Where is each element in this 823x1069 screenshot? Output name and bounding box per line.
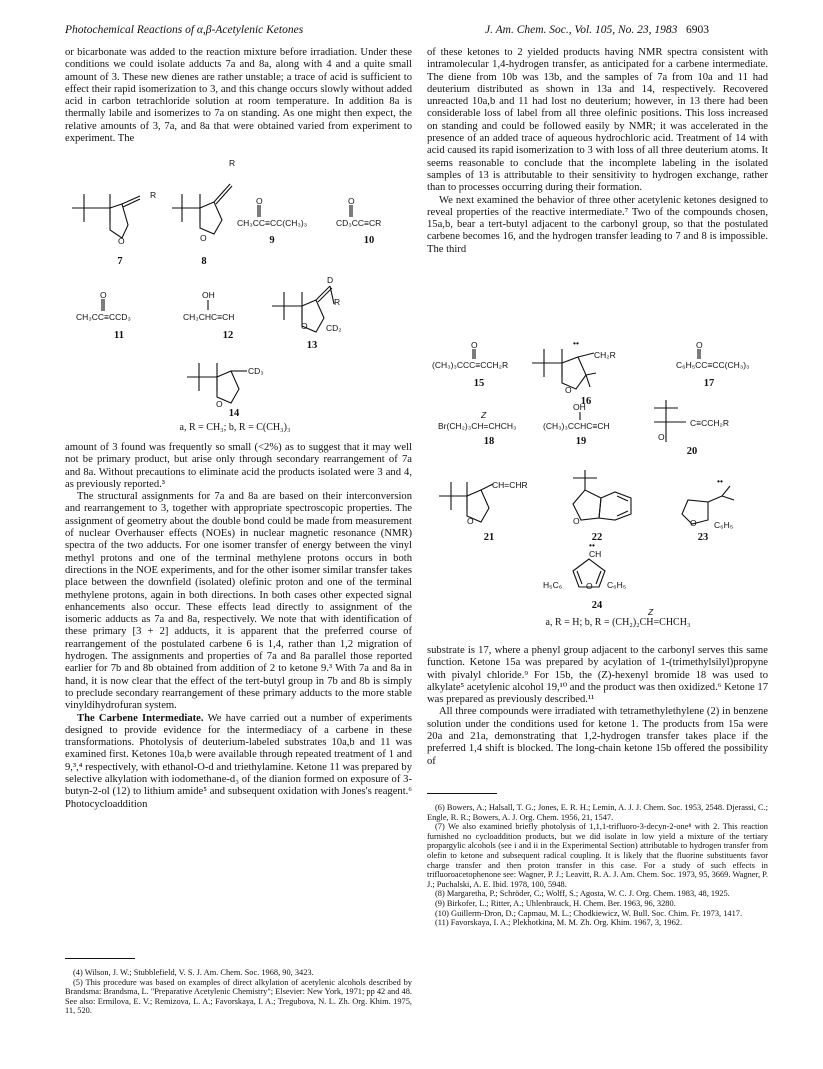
formula-18: Br(CH₂)₃CH=CHCH₃: [438, 421, 517, 431]
ring-oxygen: O: [467, 516, 474, 526]
ring-oxygen: O: [118, 236, 125, 246]
ring-oxygen: O: [586, 581, 593, 591]
journal-citation: J. Am. Chem. Soc., Vol. 105, No. 23, 1983: [485, 24, 678, 36]
phenyl-group: C₆H₅: [607, 580, 627, 590]
left-footnotes: [65, 968, 412, 1016]
formula-10: CD₃CC≡CR: [336, 218, 382, 228]
carbene-dots: ••: [573, 338, 579, 348]
phenyl-group: C₆H₅: [714, 520, 734, 530]
compound-label-23: 23: [697, 532, 709, 543]
carbonyl-oxygen: O: [100, 290, 107, 300]
formula-17: C₆H₅CC≡CC(CH₃)₃: [676, 360, 750, 370]
carbonyl-bond: [101, 299, 105, 311]
compound-label-16: 16: [580, 396, 592, 407]
compound-label-21: 21: [483, 532, 495, 543]
body-text: of these ketones to 2 yielded products having NMR spectra consistent with intramolecular 1,4-hydrogen transfer, as anticipated for a carbene intermediate. The diene from 10b was 13b, and the samples of 7a from 10a and 11 had deuterium distributed as shown in 13a and 14, respectively. Recovered unreacted 10a,b and 11 had lost no deuterium; however, in 13 there had been considerable loss of label from all three olefinic positions. This loss increased on standing and could be followed easily by NMR; it was accelerated in the presence of an added trace of aqueous hydrochloric acid. Treatment of 14 with acid caused its rapid isomerization to 3 with loss of all three deuterium atoms. It seems reasonable to conclude that the incomplete labeling in the isolated samples of 13 is attributable to their sensitivity to hydrogen exchange, rather than to processes occurring during their formation.: [427, 47, 768, 194]
hydroxyl: OH: [202, 290, 215, 300]
ring-oxygen: O: [216, 399, 223, 409]
vinyl-substituent: CH=CHR: [492, 480, 528, 490]
footnote: (5) This procedure was based on examples of direct alkylation of acetylenic alcohols described by Brandsma: Brandsma, L. "Preparative Acetylenic Chemistry"; Elsevier: New York, 1971; pp 42 and 48. See also: Ermilova, E. V.; Remizova, L. A.; Favorskaya, I. A.; Tregubova, N. L. Zh. Org. Khim. 1975, 11, 520.: [65, 977, 412, 1016]
section-heading: The Carbene Intermediate.: [77, 712, 204, 724]
page-number: 6903: [686, 24, 710, 36]
z-descriptor: Z: [648, 607, 654, 617]
body-text: amount of 3 found was frequently so small (<2%) as to suggest that it may well not be primary product, but arise only through secondary rearrangement of 7a and 8a. Without precautions to eliminate acid the products isolated were 3 and 4, as previously reported.³: [65, 442, 412, 490]
body-text: We have carried out a number of experiments designed to provide evidence for the intermediacy of a carbene in these transformations. Photolysis of deuterium-labeled substrates 10a,b and 11 was examined first. Ketones 10a,b were available through repeated treatment of 1 and 9,³,⁴ respectively, with ethanol-O-d and triethylamine. Ketone 11 was prepared by selective alkylation with iodomethane-d₃ of the dianion formed on exposure of 3-butyn-2-ol (12) to lithium amide⁵ and subsequent oxidation with Jones's reagent.⁶ Photocycloaddition: [65, 712, 412, 810]
compound-label-14: 14: [228, 408, 240, 419]
compound-label-13: 13: [306, 340, 318, 351]
formula-11: CH₃CC≡CCD₃: [76, 312, 131, 322]
phenyl-group: H₅C₆: [543, 580, 563, 590]
footnote: (11) Favorskaya, I. A.; Plekhotkina, M. M. Zh. Org. Khim. 1967, 3, 1962.: [435, 918, 683, 928]
oh-bond: [206, 300, 210, 310]
oh-bond: [578, 412, 582, 420]
ring-oxygen: O: [565, 385, 572, 395]
cd3-group: CD₃: [248, 366, 264, 376]
structure-7: [70, 180, 150, 250]
right-footnotes: [427, 803, 768, 928]
formula-12: CH₃CHC≡CH: [183, 312, 235, 322]
footnote: (4) Wilson, J. W.; Stubblefield, V. S. J. Am. Chem. Soc. 1968, 90, 3423.: [73, 968, 314, 977]
footnote-rule: [427, 793, 497, 794]
hydroxyl: OH: [573, 402, 586, 412]
compound-label-8: 8: [201, 256, 207, 267]
ring-oxygen: O: [200, 233, 207, 243]
body-text-carbene: [65, 713, 412, 811]
footnote: (7) We also examined briefly photolysis of 1,1,1-trifluoro-3-decyn-2-one⁸ with 2. This reaction furnished no cycloaddition products, but we did isolate in low yield a mixture of the tertiary propargylic alcohols (see i and ii in the Experimental Section) attributable to hydrogen transfer from olefin to ketone and subsequent radical coupling. It is likely that the fluorine substituents favor charge transfer and then proton transfer in this case. For a study of such effects in trifluoroacetophenone see: Wagner, P. J.; Leavitt, R. A. J. Am. Chem. Soc. 1973, 95, 3669. Wagner, P. J.; Puchalski, A. E. Ibid. 1978, 100, 5948.: [427, 822, 768, 889]
body-text: or bicarbonate was added to the reaction mixture before irradiation. Under these conditions we could isolate adducts 7a and 8a, along with 4 and a quite small amount of 3. These new dienes are rather unstable; a trace of acid is sufficient to effect their rapid isomerization to 3, and this change occurs slowly without added acid in carbon tetrachloride solution at room temperature. In addition 8a is thermally labile and isomerizes to 7a on standing. As one might then expect, the relative amounts of 3, 7a, and 8a that were obtained varied from experiment to experiment. The: [65, 47, 412, 145]
compound-label-19: 19: [575, 436, 587, 447]
z-descriptor: Z: [481, 410, 487, 420]
scheme-2-caption: a, R = H; b, R = (CH₂)₂CH=CHCH₃: [545, 617, 691, 628]
alkyne-chain: C≡CCH₂R: [690, 418, 729, 428]
formula-15: (CH₃)₃CCC≡CCH₂R: [432, 360, 509, 370]
carbonyl-oxygen: O: [256, 196, 263, 206]
footnote: (6) Bowers, A.; Halsall, T. G.; Jones, E. R. H.; Lemin, A. J. J. Chem. Soc. 1953, 2548. Djerassi, C.; Engle, R. R.; Bowers, A. J. Org. Chem. 1956, 21, 1547.: [427, 803, 768, 822]
left-body-continued: [65, 442, 412, 811]
compound-label-9: 9: [269, 235, 275, 246]
compound-label-22: 22: [591, 532, 603, 543]
r-group: R: [334, 297, 341, 307]
carbonyl-bond: [349, 205, 353, 217]
carbene-ch: CH: [589, 549, 602, 559]
r-group: R: [229, 158, 236, 168]
carbonyl-bond: [697, 349, 701, 359]
carbonyl-bond: [472, 349, 476, 359]
ring-oxygen: O: [573, 516, 580, 526]
carbene-dots: ••: [717, 476, 723, 486]
footnote: (8) Margaretha, P.; Schröder, C.; Wolff, S.; Agosta, W. C. J. Org. Chem. 1983, 48, 1925.: [435, 889, 730, 899]
ch2r-group: CH₂R: [594, 350, 616, 360]
right-body-continued: [427, 645, 768, 768]
body-text: We next examined the behavior of three other acetylenic ketones designed to reveal properties of the reactive intermediate.⁷ Two of the compounds chosen, 15a,b, bear a tert-butyl adjacent to the carbonyl group, so that the postulated carbene becomes 16, and the hydrogen transfer leading to 7 and 8 is impossible. The third: [427, 194, 768, 255]
formula-9: CH₃CC≡CC(CH₃)₃: [237, 218, 308, 228]
structure-22: [565, 468, 655, 538]
body-text: All three compounds were irradiated with tetramethylethylene (2) in benzene solution under the conditions used for ketone 1. The products from 15a were 20a and 21a, demonstrating that 1,2-hydrogen transfer takes place if the preferred 1,4 shift is blocked. The long-chain ketone 15b offered the possibility of: [427, 706, 768, 767]
carbonyl-oxygen: O: [471, 340, 478, 350]
body-text: The structural assignments for 7a and 8a are based on their interconversion and rearrangement to 3, together with appropriate spectroscopic properties. The assignment of geometry about the double bond could be made from measurement of nuclear Overhauser effects (NOEs) in nuclear magnetic resonance (NMR) spectra of the two adducts. For one isomer transfer of energy between the vinyl methyl protons and one of the terminal methylene protons occurs in both directions in the NOE experiments, and for the other isomer similar transfer takes place between the downfield (isolated) olefinic proton and one of the terminal methylene protons, again in both directions. In both cases other expected signal enhancements also occur. These effects lead directly to assignment of the isomeric adducts as 7a and 8a, respectively. We note that with identification of these primary [3 + 2] adducts, it is apparent that the preferred course of rearrangement of the postulated carbene 6 is 1,4, rather than 1,2 migration of hydrogen. The assignments and properties of 7a and 8a parallel those reported earlier for 7b and 8b obtained from addition of 2 to ketone 9.³ With 7a and 8a in hand, it is now clear that the effect of the tert-butyl group in 7b and 8b is simply to preclude secondary rearrangement of these primary adducts to the more stable vinyldihydrofuran system.: [65, 491, 412, 712]
compound-label-12: 12: [222, 330, 234, 341]
footnote: (9) Birkofer, L.; Ritter, A.; Uhlenbrauck, H. Chem. Ber. 1963, 96, 3280.: [435, 898, 676, 908]
footnote: (10) Guillerm-Dron, D.; Capmau, M. L.; Chodkiewicz, W. Bull. Soc. Chim. Fr. 1973, 1417.: [435, 908, 743, 918]
compound-label-24: 24: [591, 600, 603, 611]
compound-label-17: 17: [703, 378, 715, 389]
running-head-right: [485, 24, 709, 36]
right-body: [427, 47, 768, 256]
compound-label-20: 20: [686, 446, 698, 457]
r-group: R: [150, 190, 157, 200]
compound-label-7: 7: [117, 256, 123, 267]
ring-oxygen: O: [301, 321, 308, 331]
body-text: substrate is 17, where a phenyl group adjacent to the carbonyl serves this same function. Ketone 15a was prepared by acylation of 1-(trimethylsilyl)propyne with pivalyl chloride.⁹ For 15b, the (Z)-hexenyl bromide 18 was used to alkylate⁵ acetylenic alcohol 19,¹⁰ and the product was then oxidized.⁶ Ketone 17 was prepared as previously described.¹¹: [427, 645, 768, 706]
structure-24: [563, 557, 623, 597]
structure-8: [170, 170, 250, 250]
cd2-group: CD₂: [326, 323, 342, 333]
structure-20: [652, 398, 712, 458]
deuterium: D: [327, 275, 334, 285]
carbonyl-oxygen: O: [348, 196, 355, 206]
compound-label-10: 10: [363, 235, 375, 246]
footnote-rule: [65, 958, 135, 959]
scheme-1-caption: a, R = CH₃; b, R = C(CH₃)₃: [179, 422, 291, 433]
carbene-dots: ••: [589, 540, 595, 550]
compound-label-15: 15: [473, 378, 485, 389]
carbonyl-oxygen: O: [696, 340, 703, 350]
running-head-left: Photochemical Reactions of α,β-Acetylenic Ketones: [65, 24, 304, 36]
compound-label-11: 11: [114, 330, 124, 341]
ring-oxygen: O: [690, 518, 697, 528]
formula-19: (CH₃)₃CCHC≡CH: [543, 421, 610, 431]
left-paragraph-1: [65, 47, 412, 145]
compound-label-18: 18: [483, 436, 495, 447]
ring-oxygen: O: [658, 432, 665, 442]
carbonyl-bond: [257, 205, 261, 217]
